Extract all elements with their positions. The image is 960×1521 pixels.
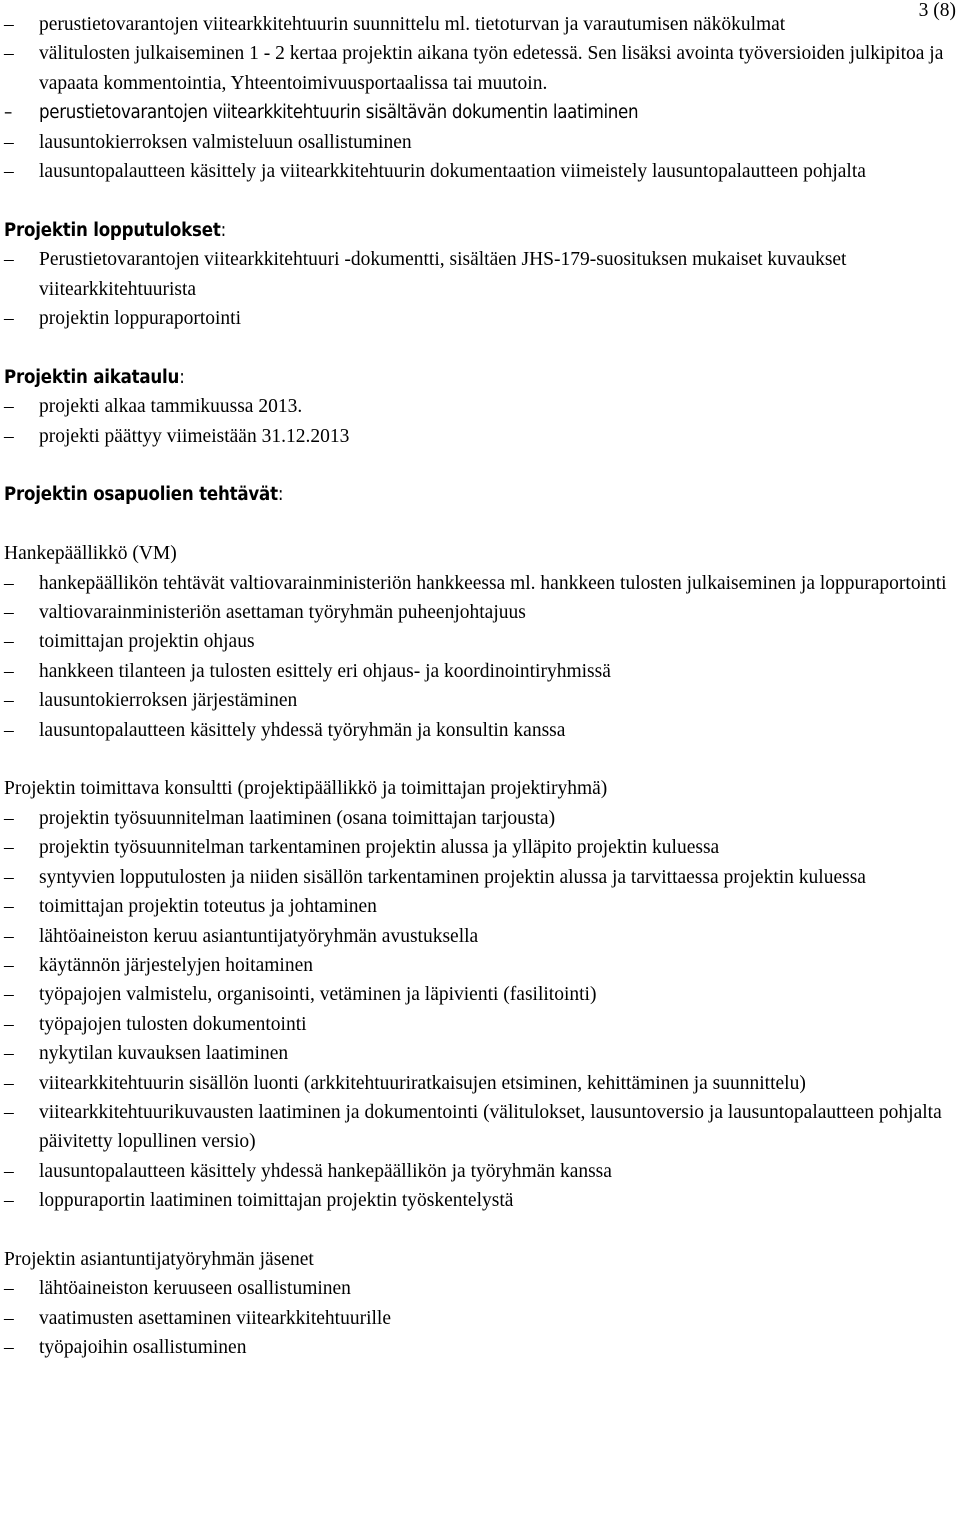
- roles-heading: Projektin osapuolien tehtävät:: [4, 484, 284, 506]
- list-item: – lähtöaineiston keruuseen osallistuminen: [4, 1274, 956, 1303]
- list-item: – nykytilan kuvauksen laatiminen: [4, 1039, 956, 1068]
- role-title: Projektin asiantuntijatyöryhmän jäsenet: [4, 1248, 314, 1270]
- dash-bullet: –: [4, 925, 14, 947]
- role-project-manager: [4, 539, 956, 745]
- dash-bullet: –: [4, 425, 14, 447]
- dash-bullet: –: [4, 602, 14, 624]
- dash-bullet: –: [4, 43, 14, 65]
- list-item: – hankkeen tilanteen ja tulosten esittely eri ohjaus- ja koordinointiryhmissä: [4, 657, 956, 686]
- list-item: – perustietovarantojen viitearkkitehtuurin suunnittelu ml. tietoturvan ja varautumisen näkökulmat: [4, 10, 956, 39]
- dash-bullet: –: [4, 1160, 14, 1182]
- list-item: – valtiovarainministeriön asettaman työryhmän puheenjohtajuus: [4, 598, 956, 627]
- dash-bullet: –: [4, 1043, 14, 1065]
- list-item: – projektin työsuunnitelman laatiminen (osana toimittajan tarjousta): [4, 804, 956, 833]
- list-item: – viitearkkitehtuurin sisällön luonti (arkkitehtuuriratkaisujen etsiminen, kehittäminen ja suunnittelu): [4, 1069, 956, 1098]
- list-item: – projektin loppuraportointi: [4, 304, 956, 333]
- dash-bullet: –: [4, 161, 14, 183]
- list-item: – työpajojen tulosten dokumentointi: [4, 1010, 956, 1039]
- dash-bullet: –: [4, 249, 14, 271]
- schedule-list: [4, 392, 956, 451]
- role-task-list: [4, 1274, 956, 1362]
- list-item: – hankepäällikön tehtävät valtiovarainministeriön hankkeessa ml. hankkeen tulosten julkaiseminen ja loppuraportointi: [4, 569, 956, 598]
- dash-bullet: –: [4, 308, 14, 330]
- dash-bullet: –: [4, 1013, 14, 1035]
- dash-bullet: –: [4, 719, 14, 741]
- dash-bullet: –: [4, 984, 14, 1006]
- list-item: – projekti alkaa tammikuussa 2013.: [4, 392, 956, 421]
- dash-bullet: –: [4, 1190, 14, 1212]
- list-item: – välitulosten julkaiseminen 1 - 2 kertaa projektin aikana työn edetessä. Sen lisäksi avointa työversioiden julkipitoa ja vapaata kommentointia, Yhteentoimivuusportaalissa tai muutoin.: [4, 39, 956, 98]
- schedule-heading: Projektin aikataulu:: [4, 366, 185, 388]
- results-list: [4, 245, 956, 333]
- list-item: – projektin työsuunnitelman tarkentaminen projektin alussa ja ylläpito projektin kuluessa: [4, 833, 956, 862]
- list-item: – lausuntopalautteen käsittely yhdessä työryhmän ja konsultin kanssa: [4, 716, 956, 745]
- results-heading: Projektin lopputulokset:: [4, 219, 227, 241]
- list-item: – syntyvien lopputulosten ja niiden sisällön tarkentaminen projektin alussa ja tarvittaessa projektin kuluessa: [4, 863, 956, 892]
- list-item: – viitearkkitehtuurikuvausten laatiminen ja dokumentointi (välitulokset, lausuntoversio ja lausuntopalautteen pohjalta päivitetty lopullinen versio): [4, 1098, 956, 1157]
- role-expert-group: [4, 1245, 956, 1363]
- list-item: – Perustietovarantojen viitearkkitehtuuri -dokumentti, sisältäen JHS-179-suosituksen mukaiset kuvaukset viitearkkitehtuurista: [4, 245, 956, 304]
- dash-bullet: –: [4, 837, 14, 859]
- dash-bullet: –: [4, 954, 14, 976]
- list-item: – lausuntokierroksen järjestäminen: [4, 686, 956, 715]
- dash-bullet: –: [4, 866, 14, 888]
- dash-bullet: –: [4, 807, 14, 829]
- dash-bullet: –: [4, 1337, 14, 1359]
- dash-bullet: –: [4, 1307, 14, 1329]
- list-item: – lausuntopalautteen käsittely yhdessä hankepäällikön ja työryhmän kanssa: [4, 1157, 956, 1186]
- list-item: – toimittajan projektin toteutus ja johtaminen: [4, 892, 956, 921]
- intro-list: [4, 10, 956, 186]
- dash-bullet: –: [4, 1278, 14, 1300]
- dash-bullet: –: [4, 690, 14, 712]
- dash-bullet: –: [4, 1101, 14, 1123]
- dash-bullet: –: [4, 631, 14, 653]
- role-consultant: [4, 774, 956, 1215]
- list-item: – työpajoihin osallistuminen: [4, 1333, 956, 1362]
- list-item: – lausuntokierroksen valmisteluun osallistuminen: [4, 128, 956, 157]
- list-item: – projekti päättyy viimeistään 31.12.2013: [4, 422, 956, 451]
- dash-bullet: –: [4, 896, 14, 918]
- dash-bullet: –: [4, 572, 14, 594]
- role-task-list: [4, 569, 956, 745]
- role-title: Hankepäällikkö (VM): [4, 543, 177, 565]
- list-item: – lausuntopalautteen käsittely ja viitearkkitehtuurin dokumentaation viimeistely lausuntopalautteen pohjalta: [4, 157, 956, 186]
- dash-bullet: –: [4, 396, 14, 418]
- list-item: – loppuraportin laatiminen toimittajan projektin työskentelystä: [4, 1186, 956, 1215]
- dash-bullet: –: [4, 14, 14, 35]
- dash-bullet: –: [4, 660, 14, 682]
- document-body: [4, 14, 956, 1363]
- page-number: 3 (8): [918, 0, 956, 21]
- list-item: – työpajojen valmistelu, organisointi, vetäminen ja läpivienti (fasilitointi): [4, 980, 956, 1009]
- list-item: – lähtöaineiston keruu asiantuntijatyöryhmän avustuksella: [4, 922, 956, 951]
- dash-bullet: –: [4, 1072, 14, 1094]
- list-item: – vaatimusten asettaminen viitearkkitehtuurille: [4, 1304, 956, 1333]
- list-item: – toimittajan projektin ohjaus: [4, 627, 956, 656]
- list-item: – käytännön järjestelyjen hoitaminen: [4, 951, 956, 980]
- role-title: Projektin toimittava konsultti (projektipäällikkö ja toimittajan projektiryhmä): [4, 778, 608, 800]
- role-task-list: [4, 804, 956, 1216]
- dash-bullet: –: [4, 102, 13, 124]
- list-item: – perustietovarantojen viitearkkitehtuurin sisältävän dokumentin laatiminen: [4, 98, 956, 127]
- dash-bullet: –: [4, 131, 14, 153]
